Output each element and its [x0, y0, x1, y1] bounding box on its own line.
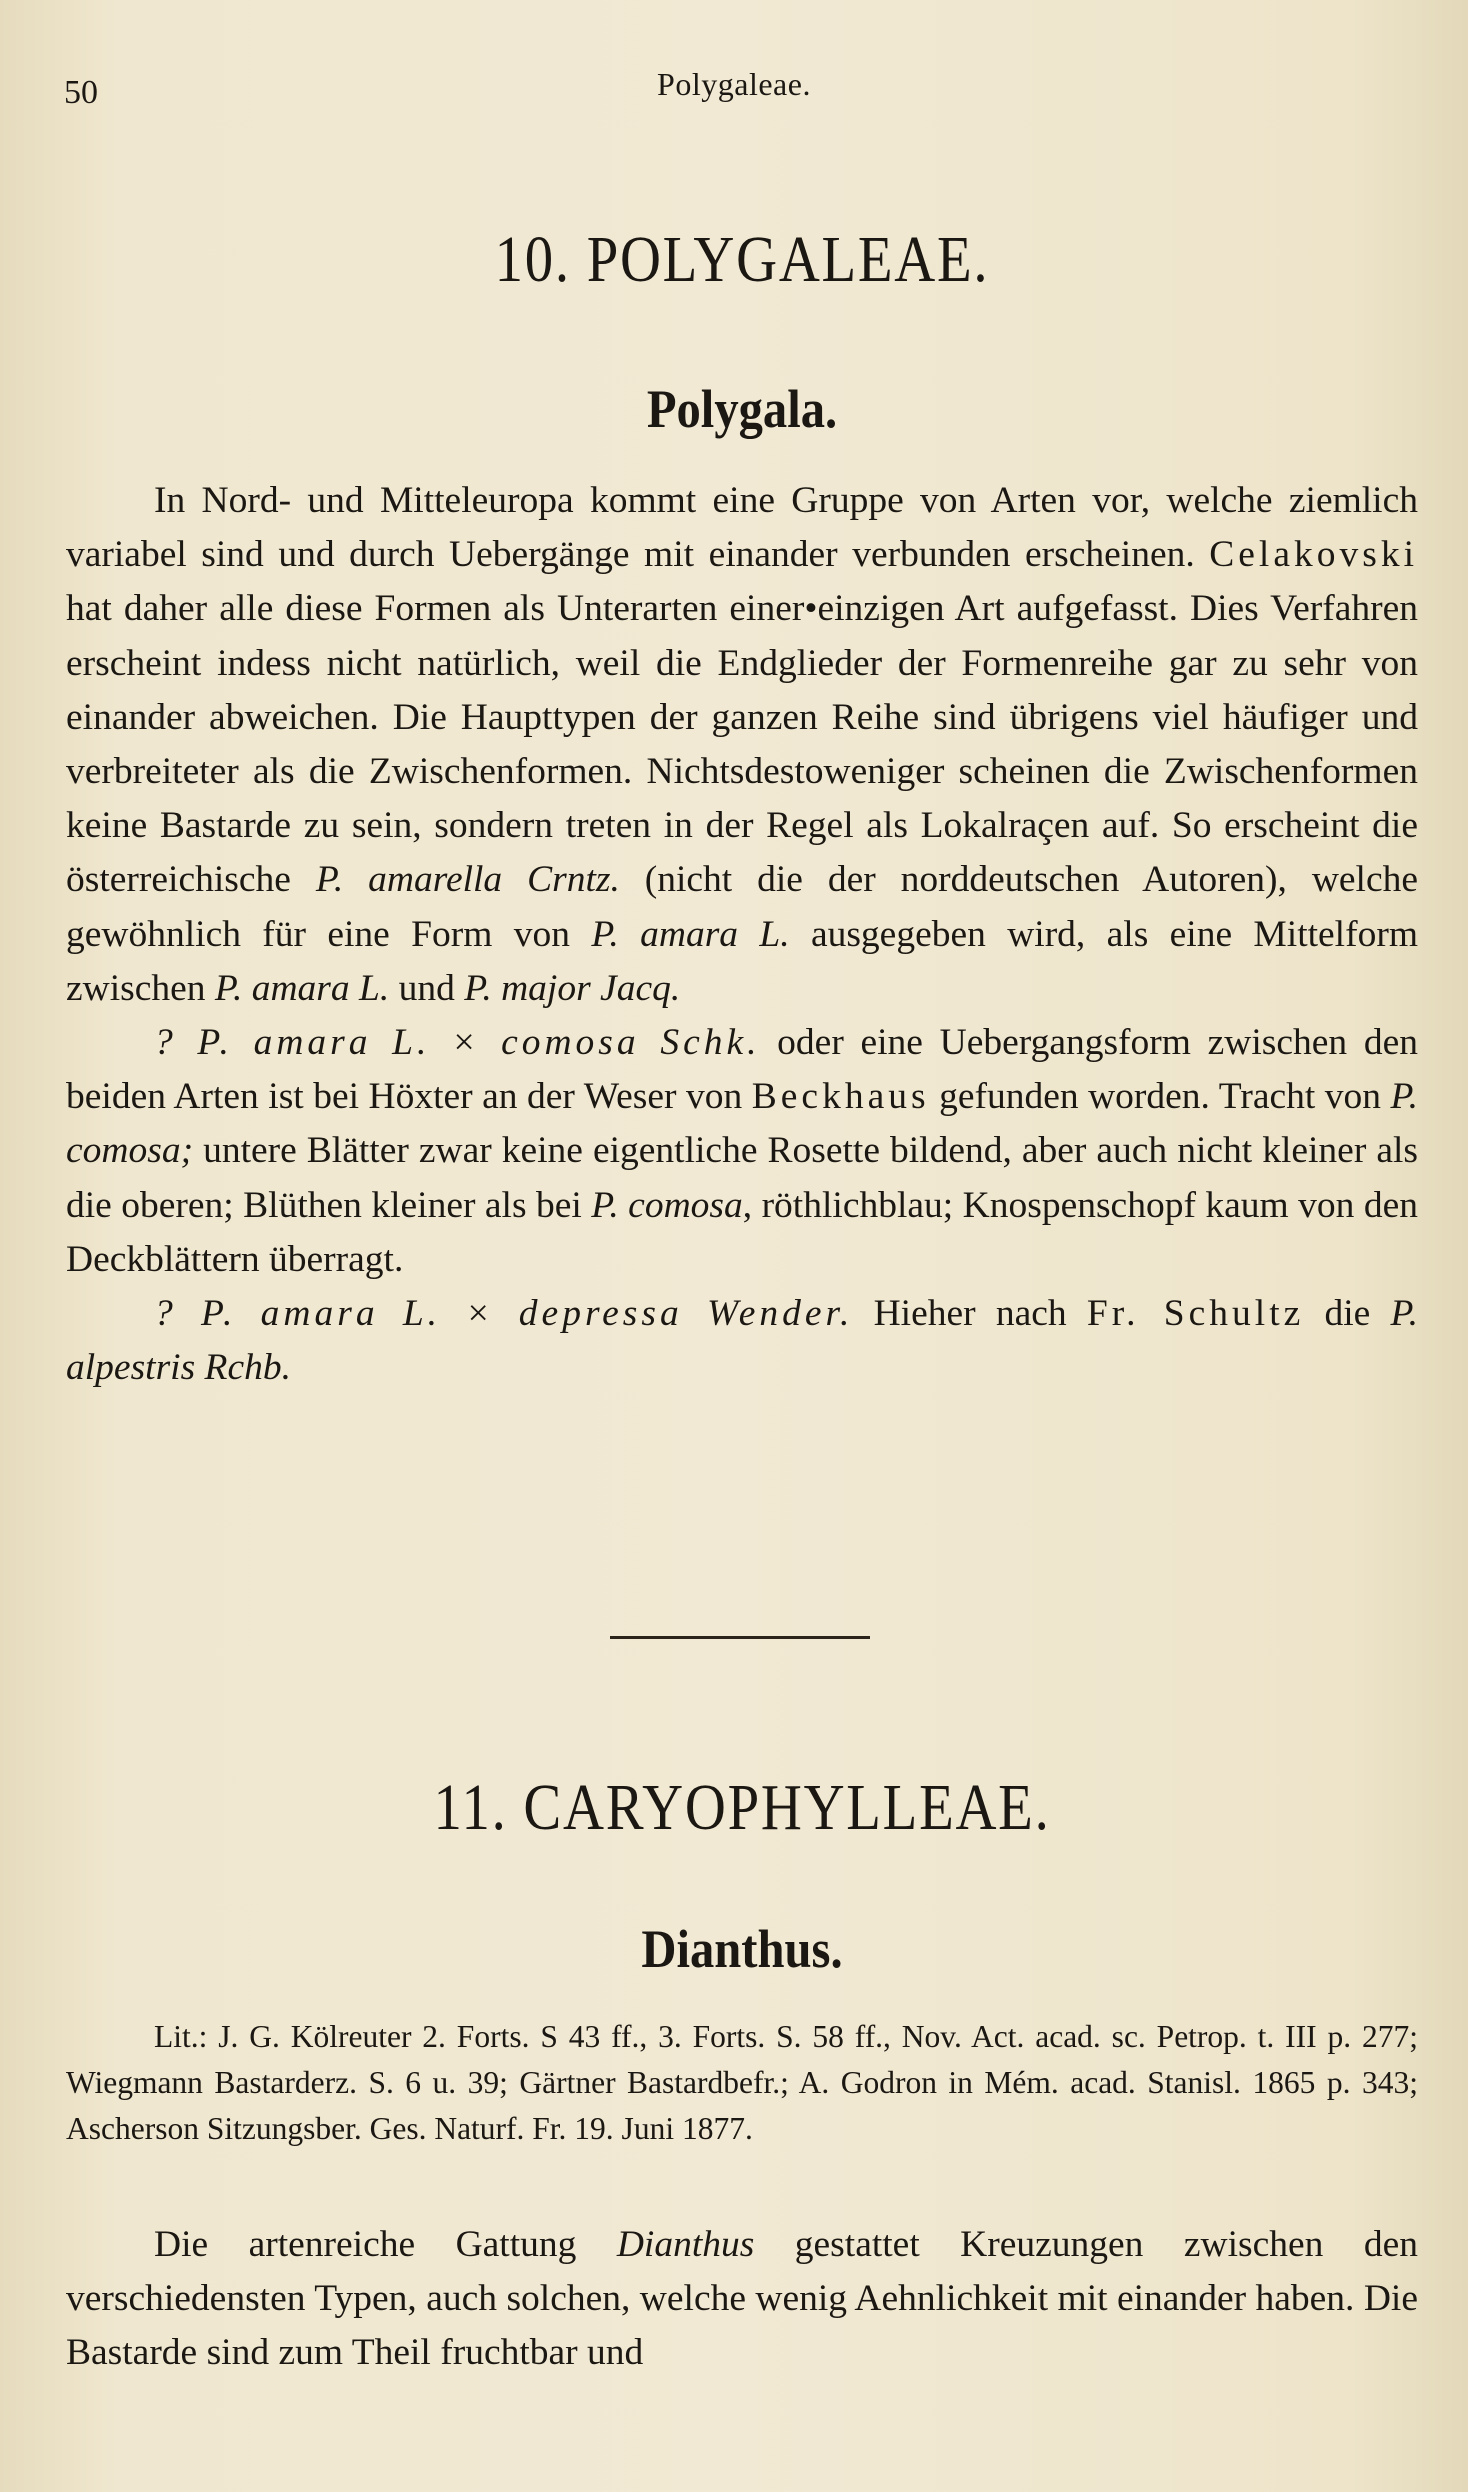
genus-name: Dianthus — [616, 2224, 755, 2265]
text-run: gefunden worden. Tracht von — [929, 1076, 1391, 1118]
text-run: Die artenreiche Gattung — [154, 2224, 617, 2265]
author-name: Celakovski — [1209, 534, 1418, 576]
species-name: P. amara L. — [591, 913, 790, 955]
page-number: 50 — [64, 74, 98, 111]
text-run: In Nord- und Mitteleuropa kommt eine Gruppe von Arten vor, welche ziemlich variabel sind und durch Uebergänge mit einander verbunden erscheinen. — [66, 480, 1418, 576]
family-heading-caryophylleae: 11. CARYOPHYLLEAE. — [433, 1771, 1051, 1844]
text-run: untere Blätter zwar keine eigentliche Rosette bildend, aber auch nicht kleiner als die oberen; Blüthen kleiner als bei — [66, 1130, 1418, 1226]
paragraph-amara-comosa — [66, 1016, 1418, 1287]
author-name: Fr. Schultz — [1086, 1293, 1305, 1335]
paragraph-polygala-intro — [66, 474, 1418, 1016]
hybrid-name: ? P. amara L. × depressa Wender. — [154, 1293, 854, 1335]
paragraph-dianthus-intro — [66, 2218, 1418, 2381]
text-run: gestattet Kreuzungen zwischen den verschiedensten Typen, auch solchen, welche wenig Aehnlichkeit mit einander haben. Die Bastarde sind zum Theil fruchtbar und — [66, 2224, 1418, 2374]
genus-heading-polygala: Polygala. — [646, 379, 838, 439]
species-name: P. major Jacq. — [464, 967, 681, 1009]
text-run: Hieher nach — [853, 1293, 1087, 1335]
species-name: P. comosa; — [66, 1076, 1418, 1172]
text-run: die — [1304, 1293, 1391, 1335]
genus-heading-polygala-wrap — [66, 378, 1418, 440]
species-name: P. comosa — [591, 1184, 743, 1226]
species-name: P. amara L. — [214, 967, 390, 1009]
hybrid-name: ? P. amara L. × comosa Schk. — [154, 1022, 761, 1064]
species-name: P. amarella Crntz. — [315, 859, 620, 901]
genus-heading-dianthus-wrap — [66, 1918, 1418, 1980]
page-header — [0, 66, 1468, 116]
text-run: hat daher alle diese Formen als Unterarten einer•einzigen Art aufgefasst. Dies Verfahren erscheint indess nicht natürlich, weil die Endglieder der Formenreihe gar zu sehr von einander abweichen. Die Haupttypen der ganzen Reihe sind übrigens viel häufiger und verbreiteter als die Zwischenformen. Nichtsdestoweniger scheinen die Zwischenformen keine Bastarde zu sein, sondern treten in der Regel als Lokalraçen auf. So erscheint die österreichische — [66, 588, 1418, 901]
paragraph-amara-depressa — [66, 1287, 1418, 1395]
text-run: und — [389, 967, 465, 1009]
author-name: Beckhaus — [751, 1076, 930, 1118]
family-heading-polygaleae: 10. POLYGALEAE. — [494, 223, 990, 296]
section-divider — [610, 1636, 870, 1639]
genus-heading-dianthus: Dianthus. — [641, 1919, 843, 1979]
species-name: P. alpestris Rchb. — [66, 1293, 1418, 1389]
family-heading-caryophylleae-wrap — [66, 1770, 1418, 1846]
text-run: , röthlichblau; Knospenschopf kaum von den Deckblättern überragt. — [66, 1184, 1418, 1280]
text-run: ausgegeben wird, als eine Mittelform zwischen — [66, 913, 1418, 1009]
literature-references: Lit.: J. G. Kölreuter 2. Forts. S 43 ff., 3. Forts. S. 58 ff., Nov. Act. acad. sc. Petrop. t. III p. 277; Wiegmann Bastarderz. S. 6 u. 39; Gärtner Bastardbefr.; A. Godron in Mém. acad. Stanisl. 1865 p. 343; Ascherson Sitzungsber. Ges. Naturf. Fr. 19. Juni 1877. — [66, 2019, 1418, 2146]
family-heading-polygaleae-wrap — [66, 222, 1418, 298]
dianthus-body — [66, 2218, 1418, 2381]
dianthus-literature — [66, 2014, 1418, 2152]
running-head: Polygaleae. — [657, 66, 811, 102]
text-run: oder eine Uebergangsform zwischen den beiden Arten ist bei Höxter an der Weser von — [66, 1022, 1418, 1118]
polygala-body — [66, 474, 1418, 1395]
text-run: (nicht die der norddeutschen Autoren), welche gewöhnlich für eine Form von — [66, 859, 1418, 955]
